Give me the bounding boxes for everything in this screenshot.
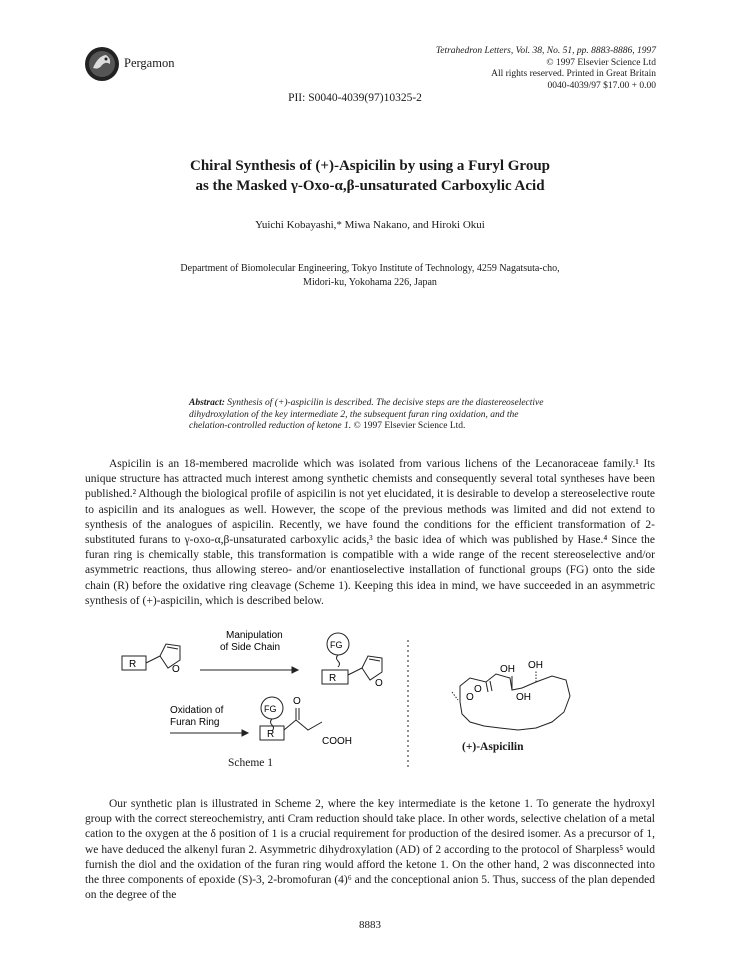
affiliation-line-1: Department of Biomolecular Engineering, Tokyo Institute of Technology, 4259 Nagatsuta-cho,: [180, 263, 560, 274]
r-label-2: R: [329, 673, 337, 684]
scheme-caption: Scheme 1: [228, 757, 274, 769]
enone-chain: [284, 720, 322, 730]
cooh-label: COOH: [322, 736, 352, 747]
copyright-line: © 1997 Elsevier Science Ltd: [546, 57, 656, 68]
journal-info: [396, 46, 656, 92]
affiliation-line-2: Midori-ku, Yokohama 226, Japan: [303, 277, 437, 288]
o-label-5: O: [466, 692, 474, 703]
affiliation: [100, 262, 640, 290]
abstract-label: Abstract:: [189, 398, 225, 408]
title-line-2: as the Masked γ-Oxo-α,β-unsaturated Carboxylic Acid: [195, 178, 545, 194]
o-label-1: O: [172, 664, 180, 675]
aspicilin-label: (+)-Aspicilin: [462, 741, 524, 753]
authors: Yuichi Kobayashi,* Miwa Nakano, and Hiroki Okui: [255, 219, 485, 231]
oh-label-3: OH: [516, 692, 531, 703]
macrolide-ring-icon: [460, 674, 570, 730]
bond: [146, 656, 160, 663]
scheme-1-diagram: [100, 630, 680, 780]
oxidation-label-1: Oxidation of: [170, 705, 224, 716]
abstract: [189, 398, 554, 433]
paragraph-1-text: Aspicilin is an 18-membered macrolide which was isolated from various lichens of the Lecanoraceae family.¹ Its unique structure has attracted much interest among synthetic chemists and consequently several total syntheses have been published.² Although the biological profile of aspicilin is not yet elucidated, it is desirable to develop a stereoselective route to aspicilin and its analogues as well. However, the scope of the previous methods was limited and did not extend to synthesis of the analogues of aspicilin. Recently, we have found the conditions for the efficient transformation of 2-substituted furans to γ-oxo-α,β-unsaturated carboxylic acids,³ the basic idea of which was published by Hase.⁴ Since the furan ring is chemically stable, this transformation is compatible with a wide range of the recent stereoselective and/or asymmetric reactions, thus allowing stereo- and/or enantioselective installation of functional groups (FG) onto the side chain (R) before the oxidative ring cleavage (Scheme 1). Keeping this idea in mind, we have succeeded in an asymmetric synthesis of (+)-aspicilin, which is described below.: [85, 458, 655, 607]
oh-label-2: OH: [528, 660, 543, 671]
page-number: 8883: [359, 919, 381, 931]
r-label: R: [129, 659, 137, 670]
rights-line: All rights reserved. Printed in Great Britain: [491, 69, 656, 79]
fg-label-1: FG: [330, 640, 343, 650]
o-label-4: O: [474, 684, 482, 695]
publisher-name: Pergamon: [124, 56, 175, 70]
o-label-3: O: [293, 696, 301, 707]
title-line-1: Chiral Synthesis of (+)-Aspicilin by using a Furyl Group: [190, 158, 550, 174]
manipulation-label-1: Manipulation: [226, 630, 283, 641]
abstract-text: Synthesis of (+)-aspicilin is described. The decisive steps are the diastereoselective dihydroxylation of the key intermediate 2, the subsequent furan ring oxidation, and the chelation-controlled reduction of ketone 1.: [189, 398, 544, 431]
body-paragraph-1: [85, 457, 655, 609]
fg-label-2: FG: [264, 704, 277, 714]
paragraph-2-text: Our synthetic plan is illustrated in Scheme 2, where the key intermediate is the ketone 1. To generate the hydroxyl group with the correct stereochemistry, anti Cram reduction should take place. In other words, selective chelation of a metal cation to the oxygen at the δ position of 1 is a crucial requirement for production of the desired isomer. As a precursor of 1, we have deduced the alkenyl furan 2. Asymmetric dihydroxylation (AD) of 2 according to the protocol of Sharpless⁵ would furnish the diol and the oxidation of the furan ring would afford the ketone 1. On the other hand, 2 was disconnected into the three components of epoxide (S)-3, 2-bromofuran (4)⁶ and the conceptional anion 5. Thus, success of the plan depended on the degree of the: [85, 798, 655, 902]
manipulation-label-2: of Side Chain: [220, 642, 281, 653]
r-label-3: R: [267, 729, 275, 740]
body-paragraph-2: [85, 797, 655, 903]
o-label-2: O: [375, 678, 383, 689]
journal-citation: Tetrahedron Letters, Vol. 38, No. 51, pp. 8883-8886, 1997: [435, 46, 656, 56]
abstract-copyright: © 1997 Elsevier Science Ltd.: [351, 421, 466, 431]
price-line: 0040-4039/97 $17.00 + 0.00: [547, 80, 656, 91]
oxidation-label-2: Furan Ring: [170, 717, 220, 728]
oh-label-1: OH: [500, 664, 515, 675]
pergamon-logo-icon: [84, 46, 120, 82]
pii-line: PII: S0040-4039(97)10325-2: [288, 92, 422, 104]
article-title: [0, 156, 740, 196]
